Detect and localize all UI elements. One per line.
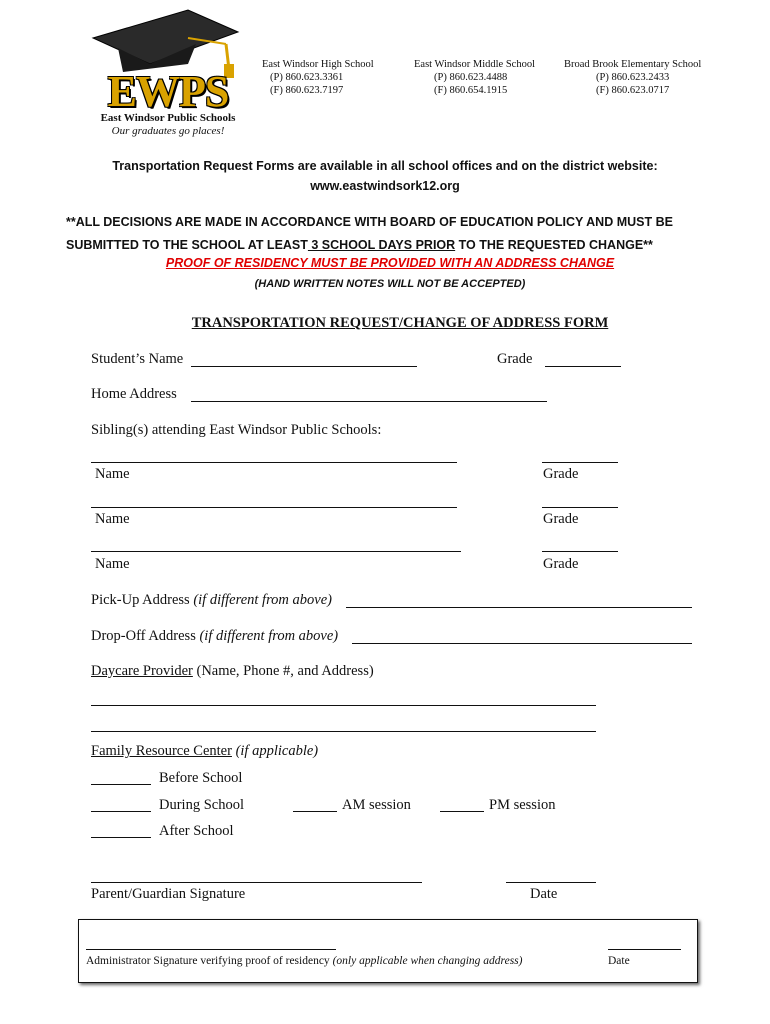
handwritten-notice: (HAND WRITTEN NOTES WILL NOT BE ACCEPTED) xyxy=(254,278,526,290)
pm-session-input[interactable] xyxy=(440,811,484,812)
before-school-label: Before School xyxy=(159,770,243,786)
admin-date-input[interactable] xyxy=(608,949,681,950)
sibling-name-label: Name xyxy=(95,466,130,482)
sibling-grade-input[interactable] xyxy=(542,551,618,552)
student-name-input[interactable] xyxy=(191,366,417,367)
school-name: East Windsor Middle School xyxy=(414,59,536,70)
parent-signature-input[interactable] xyxy=(91,882,422,883)
admin-signature-text: Administrator Signature verifying proof of residency xyxy=(86,955,330,967)
during-school-input[interactable] xyxy=(91,811,151,812)
district-logo xyxy=(88,8,248,136)
school-contact-elementary xyxy=(564,58,701,97)
sibling-grade-input[interactable] xyxy=(542,462,618,463)
am-session-input[interactable] xyxy=(293,811,337,812)
frc-label xyxy=(91,743,318,760)
school-fax: (F) 860.654.1915 xyxy=(434,85,508,96)
policy-notice xyxy=(66,211,726,257)
daycare-input-line-2[interactable] xyxy=(91,731,596,732)
daycare-label-text: Daycare Provider xyxy=(91,663,193,679)
before-school-input[interactable] xyxy=(91,784,151,785)
sibling-grade-label: Grade xyxy=(543,556,579,572)
sibling-name-input[interactable] xyxy=(91,507,457,508)
pickup-label-text: Pick-Up Address xyxy=(91,592,190,608)
school-fax: (F) 860.623.7197 xyxy=(270,85,344,96)
after-school-input[interactable] xyxy=(91,837,151,838)
sibling-name-input[interactable] xyxy=(91,462,457,463)
sibling-grade-label: Grade xyxy=(543,511,579,527)
admin-signature-input[interactable] xyxy=(86,949,336,950)
availability-line: Transportation Request Forms are available in all school offices and on the district website: xyxy=(112,159,658,173)
administrator-verification-box xyxy=(78,919,698,983)
student-name-label: Student’s Name xyxy=(91,351,184,367)
after-school-label: After School xyxy=(159,823,234,839)
home-address-input[interactable] xyxy=(191,401,547,402)
dropoff-note: (if different from above) xyxy=(199,628,339,644)
parent-date-label: Date xyxy=(530,886,558,902)
siblings-label: Sibling(s) attending East Windsor Public Schools: xyxy=(91,422,382,438)
policy-deadline: 3 SCHOOL DAYS PRIOR xyxy=(307,238,456,252)
pm-session-label: PM session xyxy=(489,797,556,813)
admin-signature-label xyxy=(86,955,523,967)
logo-abbr: EWPS xyxy=(107,67,229,116)
admin-date-label: Date xyxy=(608,955,630,967)
daycare-provider-label xyxy=(91,663,374,680)
daycare-note: (Name, Phone #, and Address) xyxy=(192,663,374,679)
school-name: Broad Brook Elementary School xyxy=(564,59,702,70)
school-fax: (F) 860.623.0717 xyxy=(596,85,670,96)
sibling-grade-label: Grade xyxy=(543,466,579,482)
dropoff-label-text: Drop-Off Address xyxy=(91,628,196,644)
frc-note: (if applicable) xyxy=(231,743,319,759)
sibling-grade-input[interactable] xyxy=(542,507,618,508)
grade-label: Grade xyxy=(497,351,533,367)
district-website: www.eastwindsork12.org xyxy=(310,179,460,193)
sibling-name-input[interactable] xyxy=(91,551,461,552)
home-address-label: Home Address xyxy=(91,386,177,402)
pickup-address-input[interactable] xyxy=(346,607,692,608)
sibling-name-label: Name xyxy=(95,556,130,572)
form-title: TRANSPORTATION REQUEST/CHANGE OF ADDRESS FORM xyxy=(191,315,609,331)
grade-input[interactable] xyxy=(545,366,621,367)
parent-signature-label: Parent/Guardian Signature xyxy=(91,886,246,902)
school-phone: (P) 860.623.2433 xyxy=(596,72,670,83)
pickup-address-label xyxy=(91,592,332,609)
admin-signature-note: (only applicable when changing address) xyxy=(329,955,523,967)
parent-date-input[interactable] xyxy=(506,882,596,883)
school-contact-high xyxy=(262,58,374,97)
dropoff-address-label xyxy=(91,628,338,645)
residency-notice: PROOF OF RESIDENCY MUST BE PROVIDED WITH AN ADDRESS CHANGE xyxy=(165,256,615,270)
school-phone: (P) 860.623.3361 xyxy=(270,72,344,83)
dropoff-address-input[interactable] xyxy=(352,643,692,644)
frc-label-text: Family Resource Center xyxy=(91,743,232,759)
policy-line-2 xyxy=(66,234,726,257)
policy-line-1: **ALL DECISIONS ARE MADE IN ACCORDANCE WITH BOARD OF EDUCATION POLICY AND MUST BE xyxy=(66,215,673,229)
school-name: East Windsor High School xyxy=(262,59,374,70)
policy-text: SUBMITTED TO THE SCHOOL AT LEAST xyxy=(66,238,308,252)
school-contact-middle xyxy=(414,58,535,97)
logo-slogan: Our graduates go places! xyxy=(111,125,225,137)
pickup-note: (if different from above) xyxy=(193,592,332,608)
sibling-name-label: Name xyxy=(95,511,130,527)
during-school-label: During School xyxy=(159,797,244,813)
daycare-input-line-1[interactable] xyxy=(91,705,596,706)
logo-district-name: East Windsor Public Schools xyxy=(100,112,236,124)
policy-text: TO THE REQUESTED CHANGE** xyxy=(455,238,653,252)
am-session-label: AM session xyxy=(342,797,411,813)
availability-notice xyxy=(40,156,730,196)
school-phone: (P) 860.623.4488 xyxy=(434,72,508,83)
